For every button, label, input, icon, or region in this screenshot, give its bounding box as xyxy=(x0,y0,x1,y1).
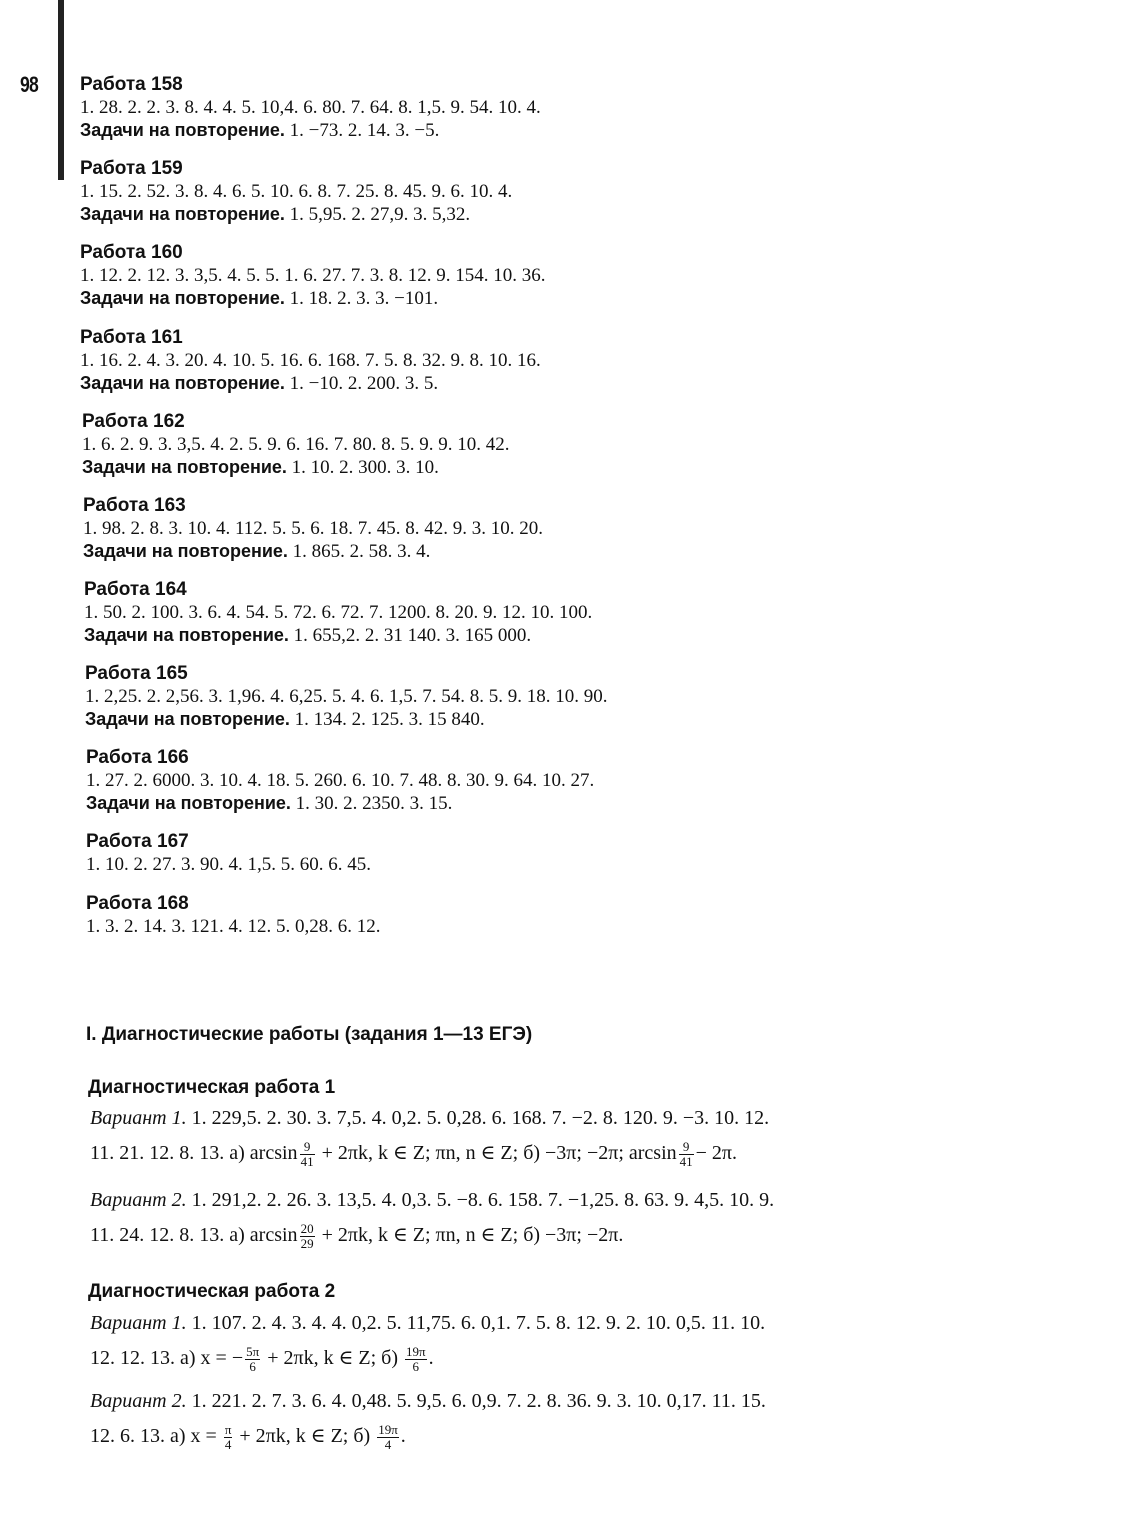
fraction xyxy=(224,1423,233,1452)
fraction-numerator: π xyxy=(224,1421,232,1437)
review-answers: 1. 30. 2. 2350. 3. 15. xyxy=(295,793,453,814)
work-block xyxy=(82,411,1112,479)
work-title: Работа 165 xyxy=(85,663,188,684)
review-answers: 1. 18. 2. 3. 3. −101. xyxy=(289,288,439,309)
work-answers: 1. 6. 2. 9. 3. 3,5. 4. 2. 5. 9. 6. 16. 7. 80. 8. 5. 9. 9. 10. 42. xyxy=(82,434,510,455)
variant-line-2 xyxy=(90,1341,1102,1376)
review-answers: 1. 134. 2. 125. 3. 15 840. xyxy=(294,709,485,730)
work-title: Работа 158 xyxy=(80,74,183,95)
work-block xyxy=(86,831,1116,876)
fraction-denominator: 29 xyxy=(300,1235,314,1251)
work-block xyxy=(86,747,1116,815)
variant-text: 11. 21. 12. 8. 13. а) arcsin xyxy=(90,1142,298,1164)
variant-text: . xyxy=(428,1347,434,1369)
variant-text: + 2πk, k ∈ Z; б) xyxy=(267,1347,398,1369)
review-line xyxy=(86,792,1116,815)
review-label: Задачи на повторение. xyxy=(80,288,285,308)
fraction-denominator: 41 xyxy=(679,1153,693,1169)
variant-answers: 1. 107. 2. 4. 3. 4. 4. 0,2. 5. 11,75. 6. 0,1. 7. 5. 8. 12. 9. 2. 10. 0,5. 11. 10. xyxy=(191,1312,766,1334)
review-answers: 1. −10. 2. 200. 3. 5. xyxy=(289,373,439,394)
work-answers: 1. 16. 2. 4. 3. 20. 4. 10. 5. 16. 6. 168. 7. 5. 8. 32. 9. 8. 10. 16. xyxy=(80,350,541,371)
work-block xyxy=(85,663,1115,731)
work-answers: 1. 3. 2. 14. 3. 121. 4. 12. 5. 0,28. 6. 12. xyxy=(86,916,381,937)
review-label: Задачи на повторение. xyxy=(86,793,291,813)
review-label: Задачи на повторение. xyxy=(83,541,288,561)
review-answers: 1. 5,95. 2. 27,9. 3. 5,32. xyxy=(289,204,471,225)
review-answers: 1. 10. 2. 300. 3. 10. xyxy=(291,457,439,478)
fraction xyxy=(300,1222,315,1251)
fraction xyxy=(300,1140,315,1169)
variant-text: 11. 24. 12. 8. 13. а) arcsin xyxy=(90,1224,298,1246)
fraction-denominator: 6 xyxy=(412,1358,420,1374)
review-line xyxy=(84,624,1114,647)
section-title: I. Диагностические работы (задания 1—13 ЕГЭ) xyxy=(86,1024,533,1045)
fraction-numerator: 9 xyxy=(679,1140,694,1155)
variant-line-1 xyxy=(90,1384,1102,1419)
work-answers: 1. 15. 2. 52. 3. 8. 4. 6. 5. 10. 6. 8. 7. 25. 8. 45. 9. 6. 10. 4. xyxy=(80,181,513,202)
variant-line-1 xyxy=(90,1101,1102,1136)
fraction-denominator: 4 xyxy=(224,1436,232,1452)
variant-answers: 1. 291,2. 2. 26. 3. 13,5. 4. 0,3. 5. −8. 6. 158. 7. −1,25. 8. 63. 9. 4,5. 10. 9. xyxy=(191,1189,775,1211)
review-line xyxy=(80,372,1110,395)
work-answers: 1. 28. 2. 2. 3. 8. 4. 4. 5. 10,4. 6. 80. 7. 64. 8. 1,5. 9. 54. 10. 4. xyxy=(80,97,541,118)
work-block xyxy=(80,327,1110,395)
work-title: Работа 163 xyxy=(83,495,186,516)
variant-line-2 xyxy=(90,1218,1102,1253)
review-label: Задачи на повторение. xyxy=(80,120,285,140)
review-line xyxy=(82,456,1112,479)
variant-text: + 2πk, k ∈ Z; б) xyxy=(239,1425,371,1447)
review-label: Задачи на повторение. xyxy=(80,373,285,393)
fraction-denominator: 4 xyxy=(384,1436,392,1452)
fraction-numerator: 9 xyxy=(300,1140,315,1155)
fraction xyxy=(245,1345,260,1374)
work-answers: 1. 50. 2. 100. 3. 6. 4. 54. 5. 72. 6. 72. 7. 1200. 8. 20. 9. 12. 10. 100. xyxy=(84,602,593,623)
work-answers: 1. 2,25. 2. 2,56. 3. 1,96. 4. 6,25. 5. 4. 6. 1,5. 7. 54. 8. 5. 9. 18. 10. 90. xyxy=(85,686,608,707)
review-answers: 1. 655,2. 2. 31 140. 3. 165 000. xyxy=(293,625,532,646)
diagnostic-2-variant-2 xyxy=(90,1384,1102,1454)
fraction-numerator: 20 xyxy=(300,1220,314,1236)
diagnostic-2-variant-1 xyxy=(90,1306,1102,1376)
fraction-denominator: 6 xyxy=(249,1358,256,1374)
variant-text: + 2πk, k ∈ Z; πn, n ∈ Z; б) −3π; −2π; arcsin xyxy=(321,1142,677,1164)
margin-bar xyxy=(58,0,64,180)
variant-text: + 2πk, k ∈ Z; πn, n ∈ Z; б) −3π; −2π. xyxy=(321,1224,624,1246)
variant-text: − 2π. xyxy=(695,1142,738,1164)
review-label: Задачи на повторение. xyxy=(85,709,290,729)
variant-text: 12. 6. 13. а) x = xyxy=(90,1425,217,1447)
variant-line-1 xyxy=(90,1183,1102,1218)
work-answers: 1. 10. 2. 27. 3. 90. 4. 1,5. 5. 60. 6. 45. xyxy=(86,854,371,875)
work-answers: 1. 12. 2. 12. 3. 3,5. 4. 5. 5. 1. 6. 27. 7. 3. 8. 12. 9. 154. 10. 36. xyxy=(80,265,546,286)
fraction xyxy=(405,1345,427,1374)
review-answers: 1. −73. 2. 14. 3. −5. xyxy=(289,120,440,141)
variant-answers: 1. 221. 2. 7. 3. 6. 4. 0,48. 5. 9,5. 6. 0,9. 7. 2. 8. 36. 9. 3. 10. 0,17. 11. 15. xyxy=(191,1390,766,1412)
work-title: Работа 164 xyxy=(84,579,187,600)
review-label: Задачи на повторение. xyxy=(84,625,289,645)
work-block xyxy=(86,893,1116,938)
variant-line-1 xyxy=(90,1306,1102,1341)
work-title: Работа 161 xyxy=(80,327,183,348)
review-label: Задачи на повторение. xyxy=(82,457,287,477)
work-title: Работа 160 xyxy=(80,242,183,263)
variant-name: Вариант 1. xyxy=(90,1107,187,1129)
work-title: Работа 168 xyxy=(86,893,189,914)
variant-name: Вариант 2. xyxy=(90,1189,187,1211)
work-title: Работа 167 xyxy=(86,831,189,852)
work-answers: 1. 27. 2. 6000. 3. 10. 4. 18. 5. 260. 6. 10. 7. 48. 8. 30. 9. 64. 10. 27. xyxy=(86,770,595,791)
work-title: Работа 162 xyxy=(82,411,185,432)
review-line xyxy=(80,287,1110,310)
variant-name: Вариант 2. xyxy=(90,1390,187,1412)
work-title: Работа 159 xyxy=(80,158,183,179)
diagnostic-work-2-title: Диагностическая работа 2 xyxy=(88,1281,336,1302)
work-block xyxy=(80,74,1110,142)
diagnostic-1-variant-1 xyxy=(90,1101,1102,1171)
work-title: Работа 166 xyxy=(86,747,189,768)
fraction-numerator: 19π xyxy=(378,1421,398,1437)
variant-answers: 1. 229,5. 2. 30. 3. 7,5. 4. 0,2. 5. 0,28. 6. 168. 7. −2. 8. 120. 9. −3. 10. 12. xyxy=(191,1107,770,1129)
variant-name: Вариант 1. xyxy=(90,1312,187,1334)
fraction-numerator: 19π xyxy=(405,1343,426,1359)
review-label: Задачи на повторение. xyxy=(80,204,285,224)
review-answers: 1. 865. 2. 58. 3. 4. xyxy=(292,541,431,562)
review-line xyxy=(83,540,1113,563)
work-block xyxy=(80,158,1110,226)
fraction-numerator: 5π xyxy=(246,1343,260,1359)
work-block xyxy=(83,495,1113,563)
work-block xyxy=(80,242,1110,310)
diagnostic-work-1-title: Диагностическая работа 1 xyxy=(88,1077,336,1098)
variant-text: 12. 12. 13. а) x = − xyxy=(90,1347,244,1369)
review-line xyxy=(85,708,1115,731)
review-line xyxy=(80,203,1110,226)
variant-line-2 xyxy=(90,1419,1102,1454)
review-line xyxy=(80,119,1110,142)
fraction xyxy=(377,1423,399,1452)
variant-line-2 xyxy=(90,1136,1102,1171)
variant-text: . xyxy=(400,1425,406,1447)
fraction-denominator: 41 xyxy=(300,1153,314,1169)
work-block xyxy=(84,579,1114,647)
page-number: 98 xyxy=(20,72,38,97)
work-answers: 1. 98. 2. 8. 3. 10. 4. 112. 5. 5. 6. 18. 7. 45. 8. 42. 9. 3. 10. 20. xyxy=(83,518,544,539)
diagnostic-1-variant-2 xyxy=(90,1183,1102,1253)
fraction xyxy=(679,1140,694,1169)
